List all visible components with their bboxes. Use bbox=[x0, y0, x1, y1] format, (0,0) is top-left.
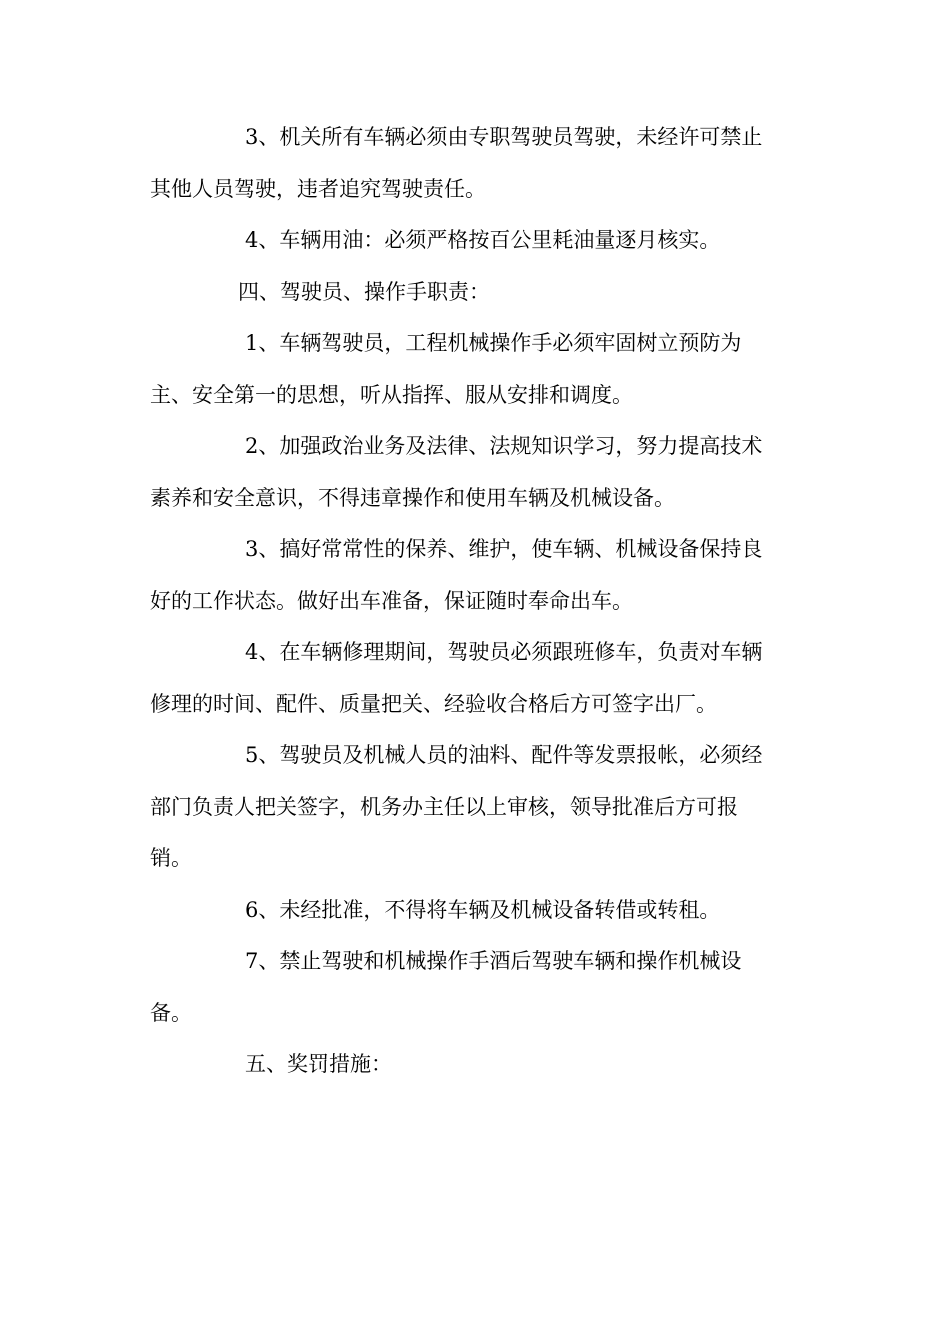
text-line: 3、搞好常常性的保养、维护，使车辆、机械设备保持良 bbox=[245, 537, 763, 561]
text-line: 3、机关所有车辆必须由专职驾驶员驾驶，未经许可禁止 bbox=[245, 125, 763, 149]
text-line: 7、禁止驾驶和机械操作手酒后驾驶车辆和操作机械设 bbox=[245, 949, 742, 973]
paragraph-duty-5 bbox=[150, 730, 795, 885]
text-line: 5、驾驶员及机械人员的油料、配件等发票报帐，必须经 bbox=[245, 743, 763, 767]
paragraph-duty-2 bbox=[150, 421, 795, 524]
text-line: 2、加强政治业务及法律、法规知识学习，努力提高技术 bbox=[245, 434, 763, 458]
text-line: 销。 bbox=[150, 846, 192, 870]
paragraph-duty-6 bbox=[150, 885, 795, 937]
heading-line: 五、奖罚措施： bbox=[245, 1052, 392, 1076]
document-body bbox=[150, 112, 795, 1091]
section-heading-rewards bbox=[150, 1039, 795, 1091]
section-heading-duties bbox=[150, 267, 795, 319]
text-line: 6、未经批准，不得将车辆及机械设备转借或转租。 bbox=[245, 897, 721, 922]
text-line: 部门负责人把关签字，机务办主任以上审核，领导批准后方可报 bbox=[150, 794, 738, 819]
paragraph-duty-4 bbox=[150, 627, 795, 730]
text-line: 素养和安全意识，不得违章操作和使用车辆及机械设备。 bbox=[150, 485, 675, 510]
text-line: 4、在车辆修理期间，驾驶员必须跟班修车，负责对车辆 bbox=[245, 640, 763, 664]
text-line: 4、车辆用油：必须严格按百公里耗油量逐月核实。 bbox=[245, 228, 721, 252]
paragraph-duty-7 bbox=[150, 936, 795, 1039]
paragraph-duty-3 bbox=[150, 524, 795, 627]
paragraph-fuel bbox=[150, 215, 795, 267]
text-line: 其他人员驾驶，违者追究驾驶责任。 bbox=[150, 176, 486, 201]
text-line: 备。 bbox=[150, 1000, 192, 1025]
text-line: 修理的时间、配件、质量把关、经验收合格后方可签字出厂。 bbox=[150, 691, 717, 716]
text-line: 主、安全第一的思想，听从指挥、服从安排和调度。 bbox=[150, 382, 633, 407]
paragraph-duty-1 bbox=[150, 318, 795, 421]
text-line: 1、车辆驾驶员，工程机械操作手必须牢固树立预防为 bbox=[245, 331, 742, 355]
paragraph-vehicle-drivers bbox=[150, 112, 795, 215]
text-line: 好的工作状态。做好出车准备，保证随时奉命出车。 bbox=[150, 588, 633, 613]
heading-line: 四、驾驶员、操作手职责： bbox=[238, 279, 490, 304]
